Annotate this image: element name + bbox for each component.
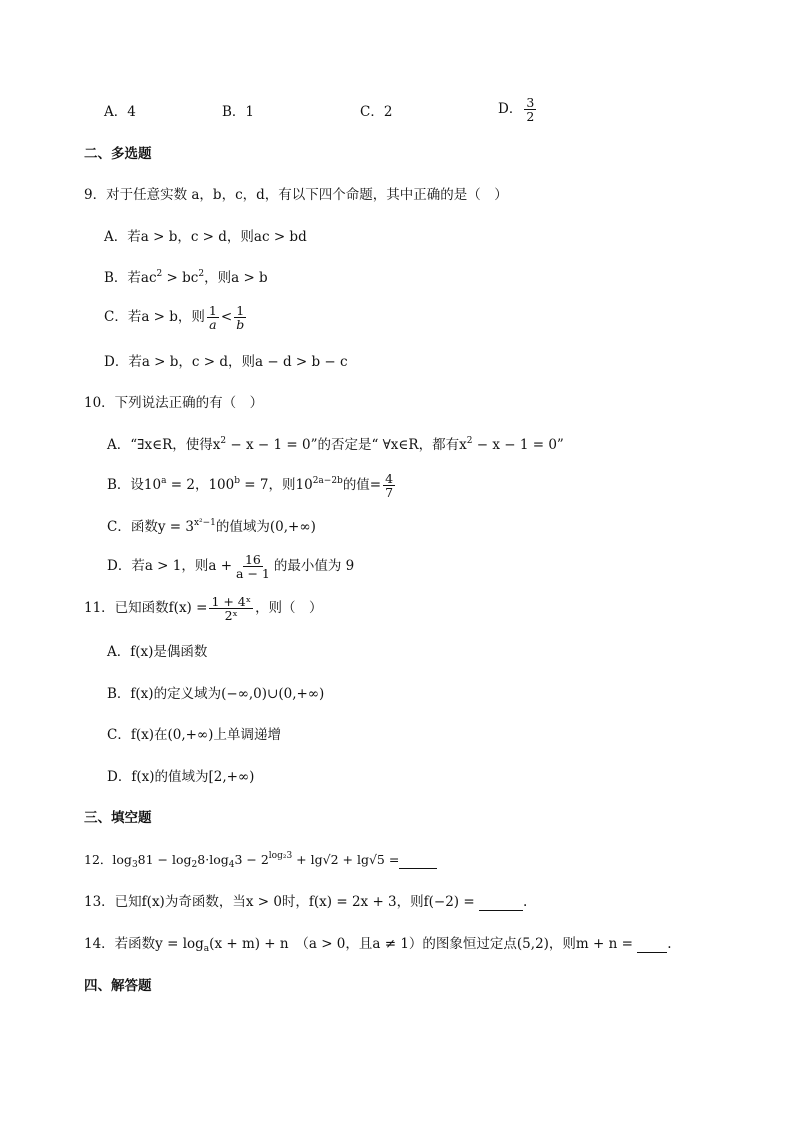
q8-option-a: A．4 xyxy=(104,104,136,120)
q9-option-d: D．若a > b，c > d，则a − d > b − c xyxy=(104,354,348,370)
q11-option-b: B．f(x)的定义域为(−∞,0)∪(0,+∞) xyxy=(107,686,325,702)
q11-option-a: A．f(x)是偶函数 xyxy=(107,644,208,660)
q13-question: 13．已知f(x)为奇函数，当x > 0时，f(x) = 2x + 3，则f(−2) = . xyxy=(84,894,528,910)
q12-question: 12．$\log_381 - \log_28\cdot\log_43 - 2^{log_23} + \lg√2 + \lg√5$ = xyxy=(84,851,437,869)
fraction: $\frac{16}{a - 1}$ xyxy=(236,552,270,581)
fraction: $\frac{1}{b}$ xyxy=(236,303,245,332)
answer-blank[interactable] xyxy=(399,856,437,869)
fraction: $\frac{4}{7}$ xyxy=(385,471,394,500)
fraction: $\frac{1}{a}$ xyxy=(208,303,217,332)
section-title-multiple-choice: 二、多选题 xyxy=(84,146,152,162)
q10-option-a: A．“∃x∈R，使得$x^2 - x - 1 = 0$”的否定是“ ∀x∈R，都有$x^2 - x - 1 = 0$” xyxy=(107,436,564,453)
q9-stem: 9．对于任意实数 a，b，c，d，有以下四个命题，其中正确的是（ ） xyxy=(84,187,508,203)
answer-blank[interactable] xyxy=(479,898,523,911)
q10-option-d: D．若a > 1，则a + $\frac{16}{a - 1}$ 的最小值为 9 xyxy=(107,552,355,581)
section-title-fill-in: 三、填空题 xyxy=(84,810,152,826)
fraction: $\frac{3}{2}$ xyxy=(526,95,535,124)
q8-option-c: C．2 xyxy=(360,104,393,120)
q9-option-a: A．若a > b，c > d，则ac > bd xyxy=(104,229,307,245)
fraction: $\frac{\text{1 + 4ˣ}}{\text{2ˣ}}$ xyxy=(211,594,252,623)
q14-question: 14．若函数$y = \log_a(x + m) + n$ （a > 0，且a ≠ 1）的图象恒过定点(5,2)，则m + n = . xyxy=(84,936,672,954)
q11-option-c: C．f(x)在(0,+∞)上单调递增 xyxy=(107,727,281,743)
q10-stem: 10．下列说法正确的有（ ） xyxy=(84,395,264,411)
section-title-answer: 四、解答题 xyxy=(84,978,152,994)
q9-option-b: B．若$ac^2 > bc^2$，则a > b xyxy=(104,269,268,286)
q8-option-d: D． $\frac{3}{2}$ xyxy=(498,95,535,124)
q10-option-b: B．设$10^a = 2$，$100^b = 7$，则$10^{2a-2b}$的值= $\frac{4}{7}$ xyxy=(107,471,394,500)
answer-blank[interactable] xyxy=(637,940,667,953)
q9-option-c: C．若a > b，则 $\frac{1}{a}$ < $\frac{1}{b}$ xyxy=(104,303,245,332)
q8-option-b: B．1 xyxy=(222,104,255,120)
q10-option-c: C．函数$y = 3^{x^2-1}$的值域为(0,+∞) xyxy=(107,518,316,535)
q11-stem: 11．已知函数f(x) = $\frac{\text{1 + 4ˣ}}{\text{2ˣ}}$ ，则（ ） xyxy=(84,594,323,623)
q11-option-d: D．f(x)的值域为[2,+∞) xyxy=(107,769,255,785)
